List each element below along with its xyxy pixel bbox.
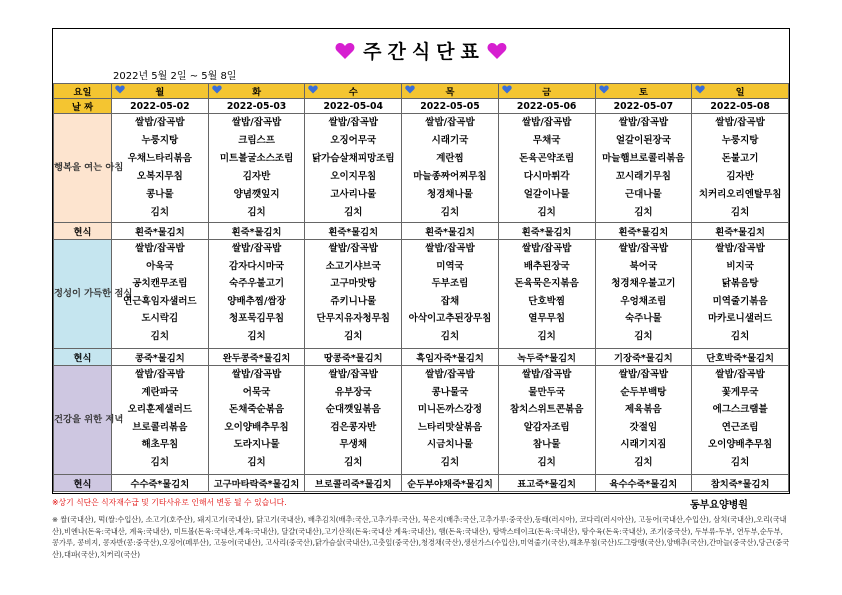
menu-item: 오리훈제샐러드: [127, 404, 192, 415]
menu-item: 치커리오리엔탈무침: [698, 189, 782, 200]
menu-item: 김치: [537, 330, 556, 342]
menu-item: 두부조림: [431, 278, 469, 289]
menu-item: 오이지무침: [330, 171, 377, 182]
menu-item: 쌀밥/잡곡밥: [715, 369, 765, 380]
dinner-cell: [692, 366, 789, 475]
menu-item: 김치: [150, 456, 170, 468]
lunch-side-cell: 단호박죽*물김치: [692, 349, 789, 366]
breakfast-row: [54, 114, 789, 223]
menu-item: 김치: [247, 456, 266, 468]
menu-item: 브로콜리볶음: [132, 421, 188, 433]
menu-item: 단무지유자청무침: [316, 313, 390, 324]
menu-item: 쌀밥/잡곡밥: [715, 243, 765, 254]
dinner-cell: [498, 366, 595, 475]
menu-item: 쌀밥/잡곡밥: [715, 117, 765, 128]
menu-item: 얼갈이된장국: [615, 135, 671, 146]
menu-item: 무생채: [339, 439, 368, 450]
heart-icon: [335, 42, 355, 60]
dinner-side-cell: 고구마타락죽*물김치: [208, 475, 305, 492]
date-cell: 2022-05-02: [112, 99, 209, 114]
lunch-side-row: [54, 349, 789, 366]
menu-item: 미역줄기볶음: [712, 295, 768, 307]
breakfast-side-cell: 흰죽*물김치: [112, 223, 209, 240]
dinner-side-cell: 브로콜리죽*물김치: [305, 475, 402, 492]
menu-item: 청경채나물: [427, 189, 473, 200]
weekday-header: [498, 84, 595, 99]
menu-item: 우채느타리볶음: [127, 153, 192, 164]
dinner-side-label: 현식: [54, 475, 112, 492]
menu-item: 배추된장국: [523, 260, 570, 272]
weekly-menu-table: [53, 83, 789, 492]
dinner-cell: [305, 366, 402, 475]
menu-item: 김자반: [242, 171, 271, 182]
lunch-cell: [112, 240, 209, 349]
menu-item: 김치: [634, 456, 653, 468]
menu-item: 북어국: [629, 260, 658, 272]
date-cell: 2022-05-07: [595, 99, 692, 114]
menu-item: 비지국: [726, 260, 754, 272]
breakfast-cell: [112, 114, 209, 223]
menu-item: 쌀밥/잡곡밥: [135, 243, 185, 254]
page-title: [53, 37, 789, 61]
date-cell: 2022-05-08: [692, 99, 789, 114]
breakfast-cell: [402, 114, 499, 223]
dinner-side-cell: 수수죽*물김치: [112, 475, 209, 492]
menu-item: 참나물: [532, 439, 561, 450]
menu-item: 김치: [150, 207, 170, 218]
menu-item: 꼬시래기무침: [615, 171, 671, 182]
menu-item: 김치: [537, 207, 556, 218]
menu-item: 돈육곤약조림: [519, 153, 575, 164]
breakfast-side-cell: 흰죽*물김치: [595, 223, 692, 240]
menu-item: 쌀밥/잡곡밥: [521, 117, 572, 128]
menu-item: 어묵국: [242, 386, 271, 398]
menu-item: 제육볶음: [625, 404, 662, 415]
menu-item: 오이양배추무침: [707, 439, 773, 450]
breakfast-cell: [305, 114, 402, 223]
menu-item: 크림스프: [238, 135, 275, 146]
menu-item: 미역국: [436, 260, 464, 272]
menu-item: 누룽지탕: [141, 135, 179, 146]
breakfast-side-cell: 흰죽*물김치: [402, 223, 499, 240]
menu-item: 쌀밥/잡곡밥: [231, 117, 282, 128]
title-text: 주간식단표: [363, 41, 485, 63]
menu-item: 김치: [150, 330, 170, 342]
weekday-text: 일: [735, 87, 745, 98]
lunch-row: [54, 240, 789, 349]
weekday-header: [208, 84, 305, 99]
menu-item: 미니돈까스강정: [417, 404, 483, 415]
menu-item: 쌀밥/잡곡밥: [425, 369, 475, 380]
menu-item: 쌀밥/잡곡밥: [521, 369, 572, 380]
menu-item: 에그스크램블: [712, 404, 768, 415]
lunch-cell: [208, 240, 305, 349]
heart-icon: [599, 85, 609, 94]
menu-item: 고구마맛탕: [330, 278, 377, 289]
heart-icon: [405, 85, 415, 94]
breakfast-side-label: 현식: [54, 223, 112, 240]
lunch-cell: [692, 240, 789, 349]
menu-item: 쌀밥/잡곡밥: [521, 243, 572, 254]
date-range: 2022년 5월 2일 ~ 5월 8일: [113, 71, 237, 82]
menu-item: 쌀밥/잡곡밥: [618, 243, 669, 254]
menu-item: 마늘햄브로콜리볶음: [602, 153, 685, 164]
weekday-text: 수: [348, 87, 358, 98]
dinner-side-cell: 육수수죽*물김치: [595, 475, 692, 492]
weekday-header: [112, 84, 209, 99]
menu-item: 열무무침: [528, 313, 566, 324]
weekday-text: 목: [445, 87, 455, 98]
menu-item: 김치: [730, 207, 750, 218]
breakfast-cell: [498, 114, 595, 223]
menu-item: 쌀밥/잡곡밥: [618, 117, 669, 128]
menu-item: 순대깻잎볶음: [325, 404, 381, 415]
heart-icon: [308, 85, 318, 94]
menu-item: 쥬키니나물: [330, 295, 377, 307]
menu-item: 청경채우불고기: [611, 278, 676, 289]
menu-item: 도라지나물: [233, 439, 280, 450]
menu-item: 김치: [247, 207, 266, 218]
menu-item: 연근조림: [721, 421, 759, 433]
menu-item: 김치: [344, 330, 363, 342]
dinner-cell: [402, 366, 499, 475]
menu-item: 공치캔무조림: [132, 278, 188, 289]
dinner-side-cell: 표고죽*물김치: [498, 475, 595, 492]
menu-item: 도시락김: [141, 313, 179, 324]
menu-item: 느타리맛살볶음: [417, 421, 483, 433]
menu-item: 누룽지탕: [721, 135, 759, 146]
dinner-side-row: [54, 475, 789, 492]
origin-footer: ※ 쌀(국내산), 떡(쌀:수입산), 소고기(호주산), 돼지고기(국내산), 닭고기(국내산), 배추김치(배추:국산,고추가루:국산), 묵은지(배추:국산,고추가루:중국산),동태(러시아), 코다리(러시아산), 고등어(국내산,수입산), 삼치(국내산),오리(국내산),비엔나(돈육:국내산, 계육:국내산), 미트볼(돈육:국내산,계육:국내산), 달걀(국내산),고기산적(돈육:국내산 계육:국내산), 햄(돈육:국내산), 탕박스테이크(돈육:국내산), 탕수육(돈육:국내산), 조기(중국산), 두부류-두부, 연두부,순두부, 콩가루, 콩비지, 콩자반(콩:중국산),오징어(페루산), 고등어(국내산), 고사리(중국산),닭가슴살(국내산),고춧잎(중국산),청경채(국산),생선가스(수입산),미역줄기(국산),해초무침(국산)도그랑땡(국산),양배추(국산),간마늘(중국산),당근(중국산),대파(국산),치커리(국산): [52, 515, 790, 559]
dinner-row: [54, 366, 789, 475]
menu-item: 오복지무침: [136, 171, 183, 182]
menu-item: 갓절임: [629, 421, 658, 433]
lunch-cell: [305, 240, 402, 349]
breakfast-cell: [595, 114, 692, 223]
breakfast-cell: [692, 114, 789, 223]
menu-item: 김치: [634, 330, 653, 342]
breakfast-side-cell: 흰죽*물김치: [208, 223, 305, 240]
lunch-label: 정성이 가득한 점심: [54, 240, 112, 349]
menu-item: 해초무침: [141, 439, 179, 450]
weekday-header: [692, 84, 789, 99]
menu-item: 무채국: [532, 135, 561, 146]
menu-item: 고사리나물: [330, 189, 377, 200]
menu-item: 시금치나물: [427, 439, 473, 450]
menu-item: 연근흑임자샐러드: [123, 295, 197, 307]
lunch-side-cell: 녹두죽*물김치: [498, 349, 595, 366]
menu-item: 참치스위트콘볶음: [509, 404, 584, 415]
menu-item: 닭볶음탕: [721, 278, 759, 289]
menu-item: 얼갈이나물: [523, 189, 570, 200]
dinner-cell: [595, 366, 692, 475]
menu-item: 아삭이고추된장무침: [408, 313, 492, 324]
menu-item: 마카로니샐러드: [707, 313, 773, 324]
menu-item: 소고기샤브국: [325, 260, 381, 272]
breakfast-side-cell: 흰죽*물김치: [692, 223, 789, 240]
heart-icon: [502, 85, 512, 94]
lunch-side-cell: 콩죽*물김치: [112, 349, 209, 366]
menu-item: 양념깻잎지: [233, 189, 280, 200]
menu-item: 김치: [344, 207, 363, 218]
menu-item: 쌀밥/잡곡밥: [328, 369, 378, 380]
hospital-name: 동부요양병원: [690, 500, 748, 511]
date-row: [54, 99, 789, 114]
heart-icon: [695, 85, 705, 94]
menu-item: 근대나물: [625, 189, 662, 200]
date-cell: 2022-05-04: [305, 99, 402, 114]
dinner-side-cell: 참치죽*물김치: [692, 475, 789, 492]
menu-item: 돈육묵은지볶음: [514, 278, 579, 289]
menu-item: 청포묵김무침: [229, 313, 285, 324]
menu-item: 김자반: [726, 171, 754, 182]
menu-item: 쌀밥/잡곡밥: [425, 117, 475, 128]
menu-item: 마늘종짜어찌무침: [413, 171, 487, 182]
dinner-cell: [208, 366, 305, 475]
lunch-cell: [498, 240, 595, 349]
menu-item: 시래기국: [431, 135, 469, 146]
menu-item: 쌀밥/잡곡밥: [618, 369, 669, 380]
menu-item: 김치: [247, 330, 266, 342]
weekday-header: [305, 84, 402, 99]
menu-item: 검은콩자반: [330, 421, 377, 433]
lunch-side-cell: 흑임자죽*물김치: [402, 349, 499, 366]
menu-item: 다시마튀각: [523, 171, 570, 182]
breakfast-label: 행복을 여는 아침: [54, 114, 112, 223]
lunch-cell: [402, 240, 499, 349]
heart-icon: [487, 42, 507, 60]
menu-item: 김치: [440, 330, 460, 342]
menu-item: 오징어무국: [330, 135, 377, 146]
date-cell: 2022-05-03: [208, 99, 305, 114]
weekday-row: [54, 84, 789, 99]
weekday-label: 요일: [54, 84, 112, 99]
menu-item: 돈채죽순볶음: [229, 404, 285, 415]
menu-item: 쌀밥/잡곡밥: [328, 117, 378, 128]
lunch-side-label: 현식: [54, 349, 112, 366]
lunch-side-cell: 땅콩죽*물김치: [305, 349, 402, 366]
menu-item: 잡채: [440, 295, 460, 307]
breakfast-side-row: [54, 223, 789, 240]
menu-item: 쌀밥/잡곡밥: [231, 369, 282, 380]
lunch-side-cell: 기장죽*물김치: [595, 349, 692, 366]
menu-item: 김치: [344, 456, 363, 468]
weekday-header: [595, 84, 692, 99]
weekday-text: 토: [638, 87, 648, 98]
menu-item: 단호박찜: [528, 295, 566, 307]
menu-item: 쌀밥/잡곡밥: [425, 243, 475, 254]
menu-item: 시래기지짐: [620, 439, 667, 450]
heart-icon: [115, 85, 125, 94]
menu-item: 우엉채조림: [620, 295, 667, 307]
menu-item: 김치: [537, 456, 556, 468]
menu-item: 김치: [634, 207, 653, 218]
menu-item: 알감자조림: [523, 421, 570, 433]
dinner-label: 건강을 위한 저녁: [54, 366, 112, 475]
menu-item: 닭가슴살채피망조림: [311, 153, 395, 164]
dinner-side-cell: 순두부야채죽*물김치: [402, 475, 499, 492]
menu-item: 김치: [440, 456, 460, 468]
dinner-cell: [112, 366, 209, 475]
menu-item: 계란파국: [141, 386, 179, 398]
menu-item: 김치: [730, 456, 750, 468]
date-label: 날 짜: [54, 99, 112, 114]
menu-item: 감자다시마국: [229, 260, 285, 272]
menu-frame: [52, 28, 790, 494]
menu-item: 쌀밥/잡곡밥: [231, 243, 282, 254]
breakfast-cell: [208, 114, 305, 223]
menu-item: 김치: [730, 330, 750, 342]
menu-item: 쌀밥/잡곡밥: [135, 369, 185, 380]
menu-item: 유부장국: [334, 386, 372, 398]
menu-item: 숙주나물: [625, 313, 662, 324]
menu-item: 콩나물: [146, 189, 174, 200]
menu-item: 양배추찜/쌈장: [227, 295, 286, 307]
menu-item: 오이양배추무침: [224, 421, 289, 433]
menu-item: 돈불고기: [721, 153, 759, 164]
menu-item: 물만두국: [528, 386, 566, 398]
change-notice: ※상기 식단은 식자재수급 및 기타사유로 인해서 변동 될 수 있습니다.: [52, 498, 287, 507]
lunch-cell: [595, 240, 692, 349]
menu-item: 미트볼굴소스조림: [219, 153, 294, 164]
date-cell: 2022-05-05: [402, 99, 499, 114]
weekday-header: [402, 84, 499, 99]
menu-item: 꽃게무국: [721, 386, 759, 398]
date-cell: 2022-05-06: [498, 99, 595, 114]
breakfast-side-cell: 흰죽*물김치: [305, 223, 402, 240]
menu-item: 계란찜: [436, 153, 464, 164]
menu-item: 아욱국: [146, 260, 174, 272]
weekday-text: 금: [542, 87, 552, 98]
lunch-side-cell: 완두콩죽*물김치: [208, 349, 305, 366]
menu-item: 순두부백탕: [620, 386, 667, 398]
menu-item: 콩나물국: [431, 386, 469, 398]
menu-item: 김치: [440, 207, 460, 218]
weekday-text: 월: [155, 87, 165, 98]
menu-item: 쌀밥/잡곡밥: [135, 117, 185, 128]
menu-item: 숙주우불고기: [229, 278, 285, 289]
breakfast-side-cell: 흰죽*물김치: [498, 223, 595, 240]
weekday-text: 화: [252, 87, 262, 98]
heart-icon: [212, 85, 222, 94]
menu-item: 쌀밥/잡곡밥: [328, 243, 378, 254]
